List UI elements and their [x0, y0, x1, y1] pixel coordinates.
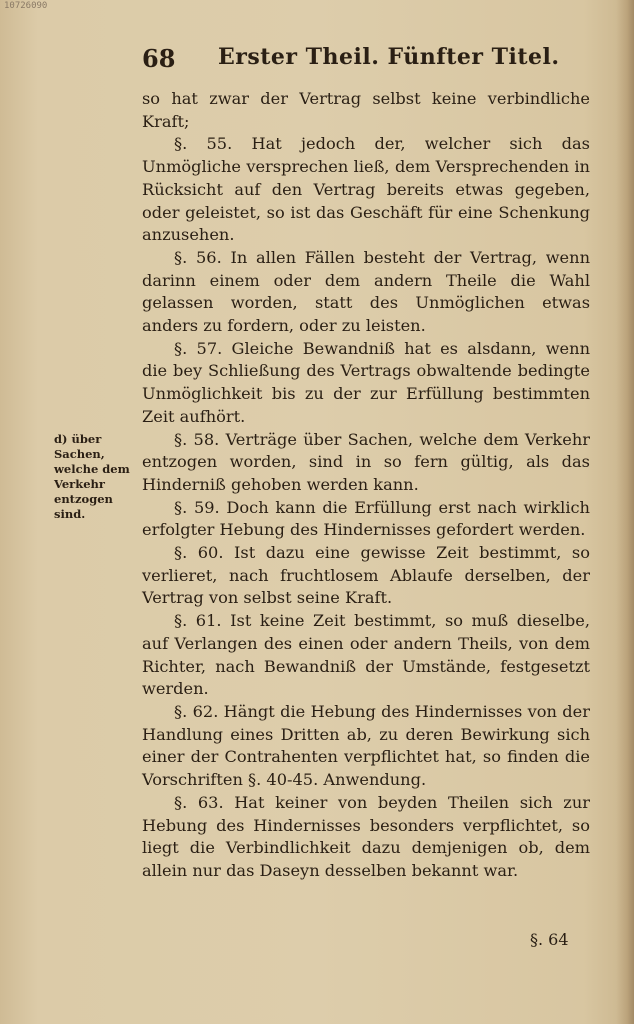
paragraph-59: §. 59. Doch kann die Erfüllung erst nach wirklich erfolgter Hebung des Hindernisses gefordert werden.	[142, 497, 590, 540]
paragraph-61: §. 61. Ist keine Zeit bestimmt, so muß dieselbe, auf Verlangen des einen oder andern Theils, von dem Richter, nach Bewandniß der Umstände, festgesetzt werden.	[142, 611, 590, 699]
paragraph-57: §. 57. Gleiche Bewandniß hat es alsdann, wenn die bey Schließung des Vertrags obwaltende bedingte Unmöglichkeit bis zu der zur Erfüllung bestimmten Zeit aufhört.	[142, 338, 590, 426]
paragraph-62: §. 62. Hängt die Hebung des Hindernisses von der Handlung eines Dritten ab, zu deren Bewirkung sich einer der Contrahenten verpflichtet hat, so finden die Vorschriften §. 40-45. Anwendung.	[142, 701, 590, 790]
paragraph-56: §. 56. In allen Fällen besteht der Vertrag, wenn darinn einem oder dem andern Theile die Wahl gelassen worden, statt des Unmöglichen etwas anders zu fordern, oder zu leisten.	[142, 247, 590, 336]
page-number: 68	[142, 44, 176, 73]
paragraph-continuation: so hat zwar der Vertrag selbst keine verbindliche Kraft;	[142, 89, 590, 131]
paragraph-58: §. 58. Verträge über Sachen, welche dem Verkehr entzogen worden, sind in so fern gültig, als das Hinderniß gehoben werden kann.	[142, 429, 590, 494]
paragraph-63: §. 63. Hat keiner von beyden Theilen sich zur Hebung des Hindernisses besonders verpflichtet, so liegt die Verbindlichkeit dazu demjenigen ob, dem allein nur das Daseyn desselben bekannt war.	[142, 792, 590, 880]
page-edge-shadow	[616, 0, 634, 1024]
running-head: Erster Theil. Fünfter Titel.	[218, 44, 560, 70]
paragraph-55: §. 55. Hat jedoch der, welcher sich das Unmögliche versprechen ließ, dem Versprechenden in Rücksicht auf den Vertrag bereits etwas gegeben, oder geleistet, so ist das Geschäft für eine Schenkung anzusehen.	[142, 134, 590, 245]
catchword: §. 64	[530, 930, 569, 949]
page-header	[142, 40, 592, 80]
library-stamp: 10726090	[4, 1, 48, 11]
body-text	[142, 88, 590, 883]
margin-note: d) über Sachen, welche dem Verkehr entzogen sind.	[54, 432, 130, 521]
paragraph-60: §. 60. Ist dazu eine gewisse Zeit bestimmt, so verlieret, nach fruchtlosem Ablaufe derselben, der Vertrag von selbst seine Kraft.	[142, 543, 590, 608]
